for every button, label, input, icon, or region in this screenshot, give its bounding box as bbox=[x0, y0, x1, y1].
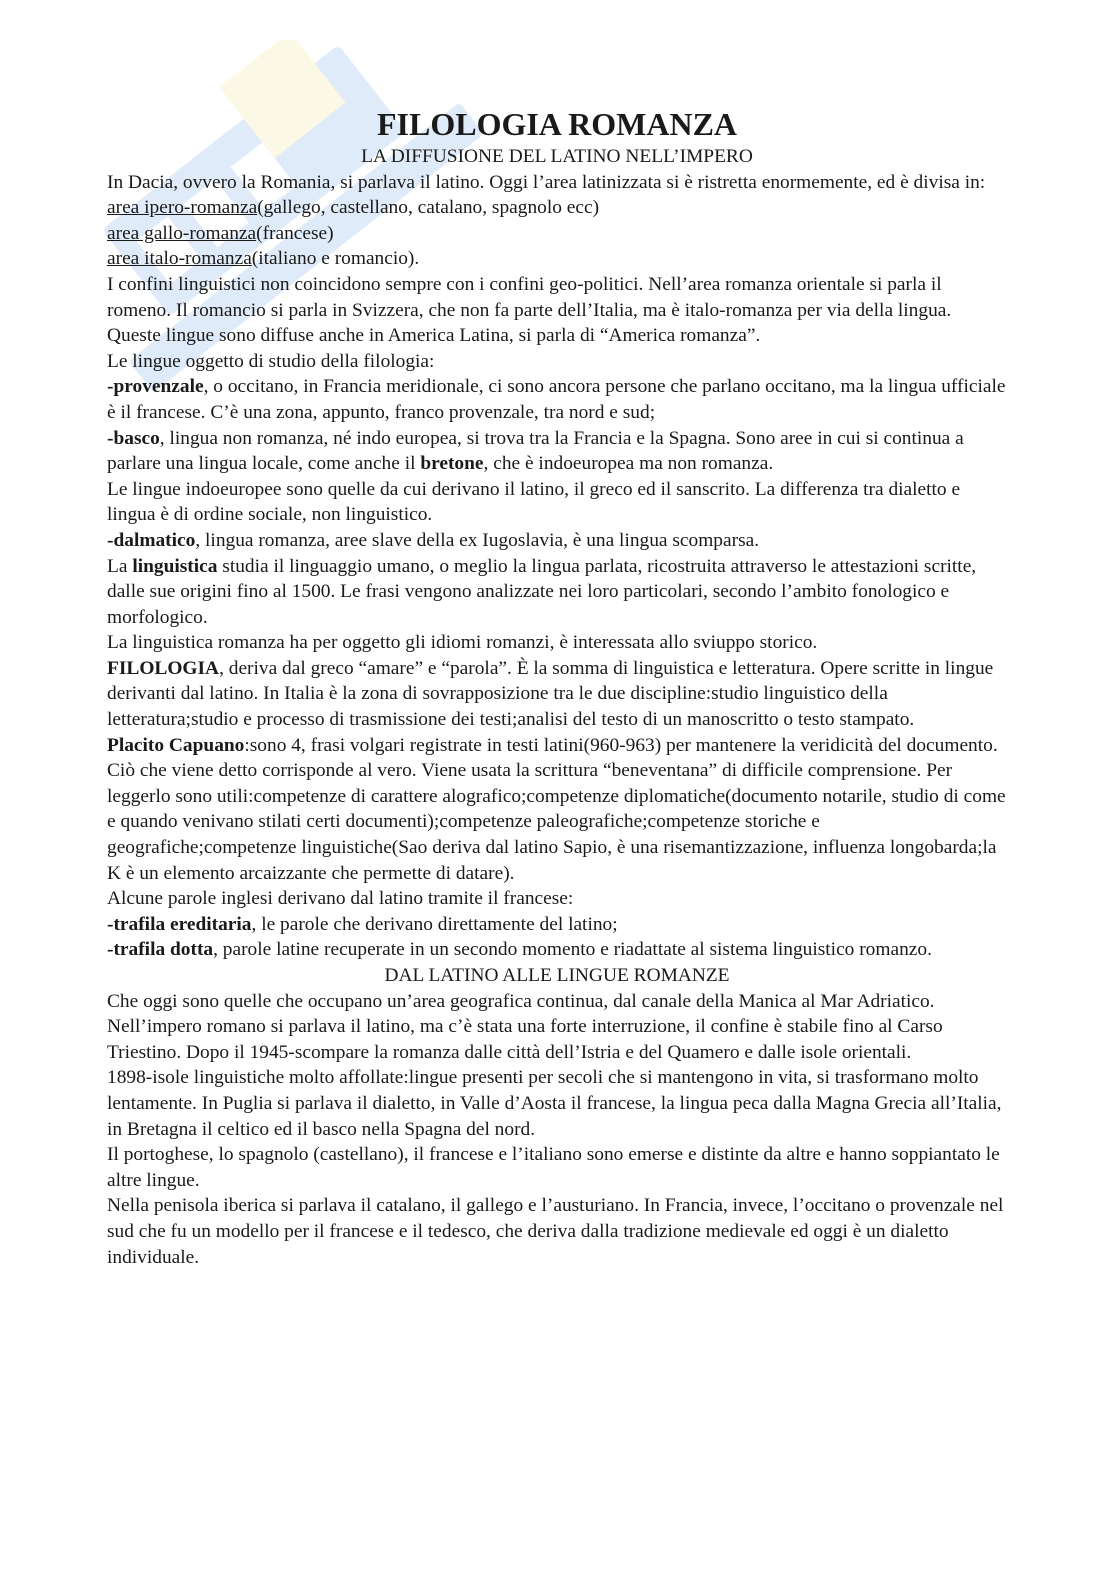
paragraph-dacia: In Dacia, ovvero la Romania, si parlava il latino. Oggi l’area latinizzata si è ristretta enormemente, ed è divisa in: bbox=[107, 171, 986, 193]
item-text: , lingua non romanza, né indo europea, si trova tra la Francia e la Spagna. Sono aree in cui si continua a parlare una lingua locale, come anche il bbox=[107, 427, 964, 475]
paragraph-confini: I confini linguistici non coincidono sempre con i confini geo-politici. Nell’area romanza orientale si parla il romeno. Il romancio si parla in Svizzera, che non fa parte dell’Italia, ma è italo-romanza per via della lingua. Queste lingue sono diffuse anche in America Latina, si parla di “America romanza”. bbox=[107, 273, 952, 347]
item-text: La bbox=[107, 555, 133, 577]
item-trafila-dotta bbox=[107, 937, 1007, 963]
term-bold: FILOLOGIA bbox=[107, 657, 220, 679]
paragraph-lingue-oggetto: Le lingue oggetto di studio della filologia: bbox=[107, 350, 435, 372]
area-desc: (francese) bbox=[256, 222, 334, 244]
paragraph-filologia bbox=[107, 656, 1007, 733]
page-title: FILOLOGIA ROMANZA bbox=[376, 106, 738, 142]
term-bold: linguistica bbox=[132, 555, 218, 577]
item-text: , che è indoeuropea ma non romanza. bbox=[483, 453, 774, 475]
paragraph-parole-inglesi: Alcune parole inglesi derivano dal latino tramite il francese: bbox=[107, 888, 574, 910]
item-prefix: - bbox=[107, 529, 114, 551]
area-desc: (italiano e romancio). bbox=[251, 248, 420, 270]
paragraph-indoeuropee: Le lingue indoeuropee sono quelle da cui derivano il latino, il greco ed il sanscrito. La differenza tra dialetto e lingua è di ordine sociale, non linguistico. bbox=[107, 478, 961, 526]
section-heading-diffusione: LA DIFFUSIONE DEL LATINO NELL’IMPERO bbox=[361, 146, 753, 167]
term-bold: dalmatico bbox=[113, 529, 196, 551]
paragraph-isole-linguistiche: 1898-isole linguistiche molto affollate:lingue presenti per secoli che si mantengono in vita, si trasformano molto lentamente. In Puglia si parlava il dialetto, in Valle d’Aosta il francese, la lingua peca dalla Magna Grecia all’Italia, in Bretagna il celtico ed il basco nella Spagna del nord. bbox=[107, 1067, 1002, 1140]
item-text: , parole latine recuperate in un secondo momento e riadattate al sistema linguistico romanzo. bbox=[213, 939, 932, 961]
item-text: studia il linguaggio umano, o meglio la lingua parlata, ricostruita attraverso le attestazioni scritte, dalle sue origini fino al 1500. Le frasi vengono analizzate nei loro particolari, secondo l’ambito fonologico e morfologico. bbox=[107, 555, 977, 628]
item-text: , lingua romanza, aree slave della ex Iugoslavia, è una lingua scomparsa. bbox=[195, 529, 760, 551]
paragraph-lingue-emerse: Il portoghese, lo spagnolo (castellano), il francese e l’italiano sono emerse e distinte da altre e hanno soppiantato le altre lingue. bbox=[107, 1144, 1000, 1191]
item-basco bbox=[107, 426, 1007, 477]
section-heading-latino-lingue: DAL LATINO ALLE LINGUE ROMANZE bbox=[384, 965, 730, 986]
item-text: , le parole che derivano direttamente del latino; bbox=[251, 913, 618, 935]
area-item-italo bbox=[107, 246, 1007, 272]
term-bold: trafila dotta bbox=[113, 939, 214, 961]
item-prefix: - bbox=[107, 939, 114, 961]
item-trafila-ereditaria bbox=[107, 912, 1007, 938]
document-page bbox=[107, 104, 1007, 1270]
paragraph-penisola-iberica: Nella penisola iberica si parlava il catalano, il gallego e l’austuriano. In Francia, invece, l’occitano o provenzale nel sud che fu un modello per il francese e il tedesco, che deriva dalla tradizione medievale ed oggi è un dialetto individuale. bbox=[107, 1195, 1004, 1268]
item-dalmatico bbox=[107, 528, 1007, 554]
term-bold: basco bbox=[113, 427, 160, 449]
item-text: , deriva dal greco “amare” e “parola”. È la somma di linguistica e letteratura. Opere scritte in lingue derivanti dal latino. In Italia è la zona di sovrapposizione tra le due discipline:studio linguistico della letteratura;studio e processo di trasmissione dei testi;analisi del testo di un manoscritto o testo stampato. bbox=[107, 657, 994, 731]
area-item-ipero bbox=[107, 195, 1007, 221]
item-prefix: - bbox=[107, 376, 114, 398]
paragraph-area-continua: Che oggi sono quelle che occupano un’area geografica continua, dal canale della Manica al Mar Adriatico. Nell’impero romano si parlava il latino, ma c’è stata una forte interruzione, il confine è stabile fino al Carso Triestino. Dopo il 1945-scompare la romanza dalle città dell’Istria e del Quamero e dalle isole orientali. bbox=[107, 990, 943, 1063]
paragraph-placito bbox=[107, 733, 1007, 887]
area-item-gallo bbox=[107, 221, 1007, 247]
term-bold: bretone bbox=[420, 453, 484, 475]
area-name: area ipero-romanza bbox=[107, 197, 258, 219]
area-desc: (gallego, castellano, catalano, spagnolo ecc) bbox=[257, 197, 600, 219]
paragraph-linguistica-romanza: La linguistica romanza ha per oggetto gli idiomi romanzi, è interessata allo sviuppo storico. bbox=[107, 632, 818, 654]
item-text: , o occitano, in Francia meridionale, ci sono ancora persone che parlano occitano, ma la lingua ufficiale è il francese. C’è una zona, appunto, franco provenzale, tra nord e sud; bbox=[107, 376, 1006, 423]
term-bold: trafila ereditaria bbox=[113, 913, 252, 935]
item-provenzale bbox=[107, 374, 1007, 425]
term-bold: Placito Capuano bbox=[107, 734, 245, 756]
item-prefix: - bbox=[107, 913, 114, 935]
area-name: area italo-romanza bbox=[107, 248, 252, 270]
term-bold: provenzale bbox=[113, 376, 204, 398]
item-prefix: - bbox=[107, 427, 114, 449]
paragraph-linguistica bbox=[107, 554, 1007, 631]
area-name: area gallo-romanza bbox=[107, 222, 257, 244]
item-text: :sono 4, frasi volgari registrate in testi latini(960-963) per mantenere la veridicità del documento. Ciò che viene detto corrisponde al vero. Viene usata la scrittura “beneventana” di difficile comprensione. Per leggerlo sono utili:competenze di carattere alografico;competenze diplomatiche(documento notarile, studio di come e quando venivano stilati certi documenti);competenze paleografiche;competenze storiche e geografiche;competenze linguistiche(Sao deriva dal latino Sapio, è una risemantizzazione, influenza longobarda;la K è un elemento arcaizzante che permette di datare). bbox=[107, 734, 1006, 884]
